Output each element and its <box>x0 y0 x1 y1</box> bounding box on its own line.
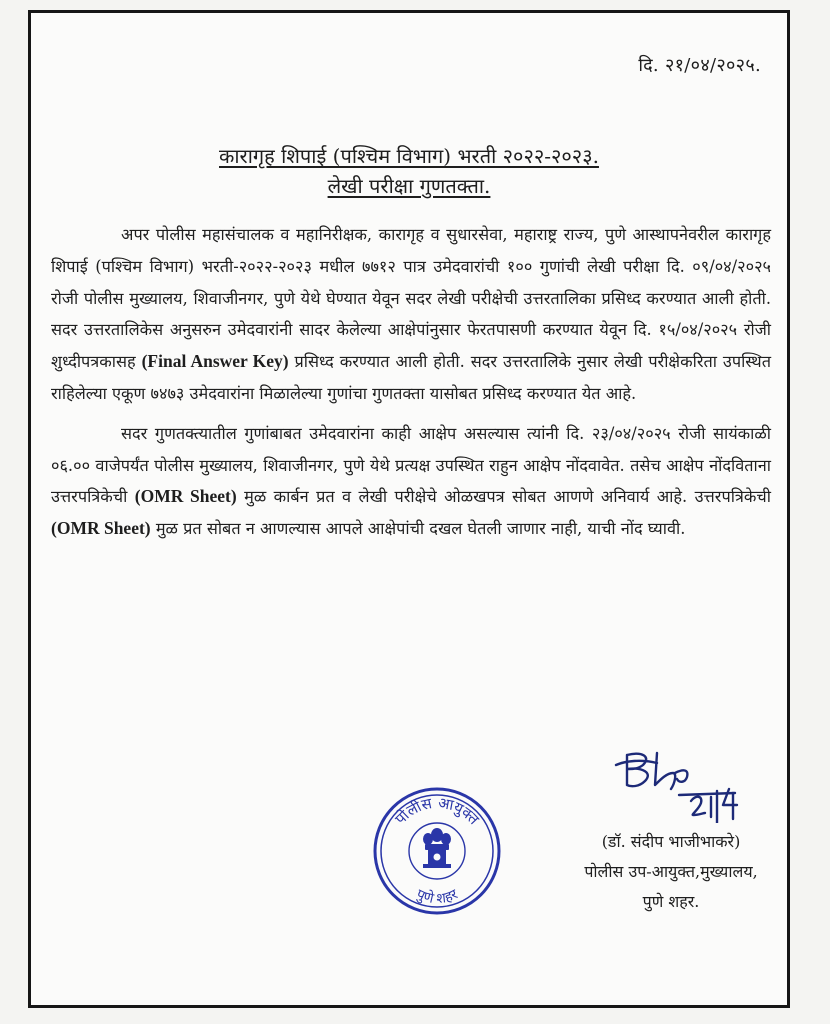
paragraph-2-text-a: सदर गुणतक्त्यातील गुणांबाबत उमेदवारांना काही आक्षेप असल्यास त्यांनी दि. २३/०४/२०२५ रोजी सायंकाळी ०६.०० वाजेपर्यंत पोलीस मुख्यालय, शिवाजीनगर, पुणे येथे प्रत्यक्ष उपस्थित राहुन आक्षेप नोंदवावेत. तसेच आक्षेप नोंदविताना उत्तरपत्रिकेची <box>51 423 771 507</box>
document-title <box>31 141 787 201</box>
signatory-block <box>551 827 791 917</box>
title-line-1: कारागृह शिपाई (पश्चिम विभाग) भरती २०२२-२०२३. <box>219 144 599 168</box>
document-page <box>28 10 790 1008</box>
paragraph-2-text-c: मुळ प्रत सोबत न आणल्यास आपले आक्षेपांची दखल घेतली जाणार नाही, याची नोंद घ्यावी. <box>150 519 686 539</box>
handwritten-signature <box>613 743 753 823</box>
paragraph-1 <box>51 219 771 410</box>
signatory-name: (डॉ. संदीप भाजीभाकरे) <box>601 832 741 851</box>
omr-sheet-label-1: (OMR Sheet) <box>134 486 237 507</box>
signatory-designation: पोलीस उप-आयुक्त,मुख्यालय, <box>584 862 758 881</box>
paragraph-2-text-b: मुळ कार्बन प्रत व लेखी परीक्षेचे ओळखपत्र सोबत आणणे अनिवार्य आहे. उत्तरपत्रिकेची <box>236 487 771 507</box>
police-seal-stamp <box>367 781 507 921</box>
paragraph-1-text-b: प्रसिध्द करण्यात आली होती. सदर उत्तरतालिके नुसार लेखी परीक्षेकरिता उपस्थित राहिलेल्या एकूण ७४७३ उमेदवारांना मिळालेल्या गुणांचा गुणतक्ता यासोबत प्रसिध्द करण्यात येत आहे. <box>51 352 771 403</box>
svg-text:पुणे शहर: पुणे शहर <box>413 886 461 908</box>
paragraph-1-text-a: अपर पोलीस महासंचालक व महानिरीक्षक, कारागृह व सुधारसेवा, महाराष्ट्र राज्य, पुणे आस्थापनेवरील कारागृह शिपाई (पश्चिम विभाग) भरती-२०२२-२०२३ मधील ७७१२ पात्र उमेदवारांची १०० गुणांची लेखी परीक्षा दि. ०९/०४/२०२५ रोजी पोलीस मुख्यालय, शिवाजीनगर, पुणे येथे घेण्यात येवून सदर लेखी परीक्षेची उत्तरतालिका प्रसिध्द करण्यात आली होती. सदर उत्तरतालिकेस अनुसरुन उमेदवारांनी सादर केलेल्या आक्षेपांनुसार फेरतपासणी करण्यात येवून दि. १५/०४/२०२५ रोजी शुध्दीपत्रकासह <box>51 225 771 372</box>
final-answer-key-label: (Final Answer Key) <box>141 351 289 372</box>
svg-text:पोलीस आयुक्त: पोलीस आयुक्त <box>391 793 483 829</box>
signatory-city: पुणे शहर. <box>642 892 700 911</box>
document-body <box>51 219 771 545</box>
omr-sheet-label-2: (OMR Sheet) <box>51 518 151 539</box>
title-line-2: लेखी परीक्षा गुणतक्ता. <box>327 174 491 198</box>
document-date: दि. २१/०४/२०२५. <box>638 55 761 76</box>
paragraph-2 <box>51 418 771 545</box>
ashoka-emblem-icon <box>423 828 451 868</box>
